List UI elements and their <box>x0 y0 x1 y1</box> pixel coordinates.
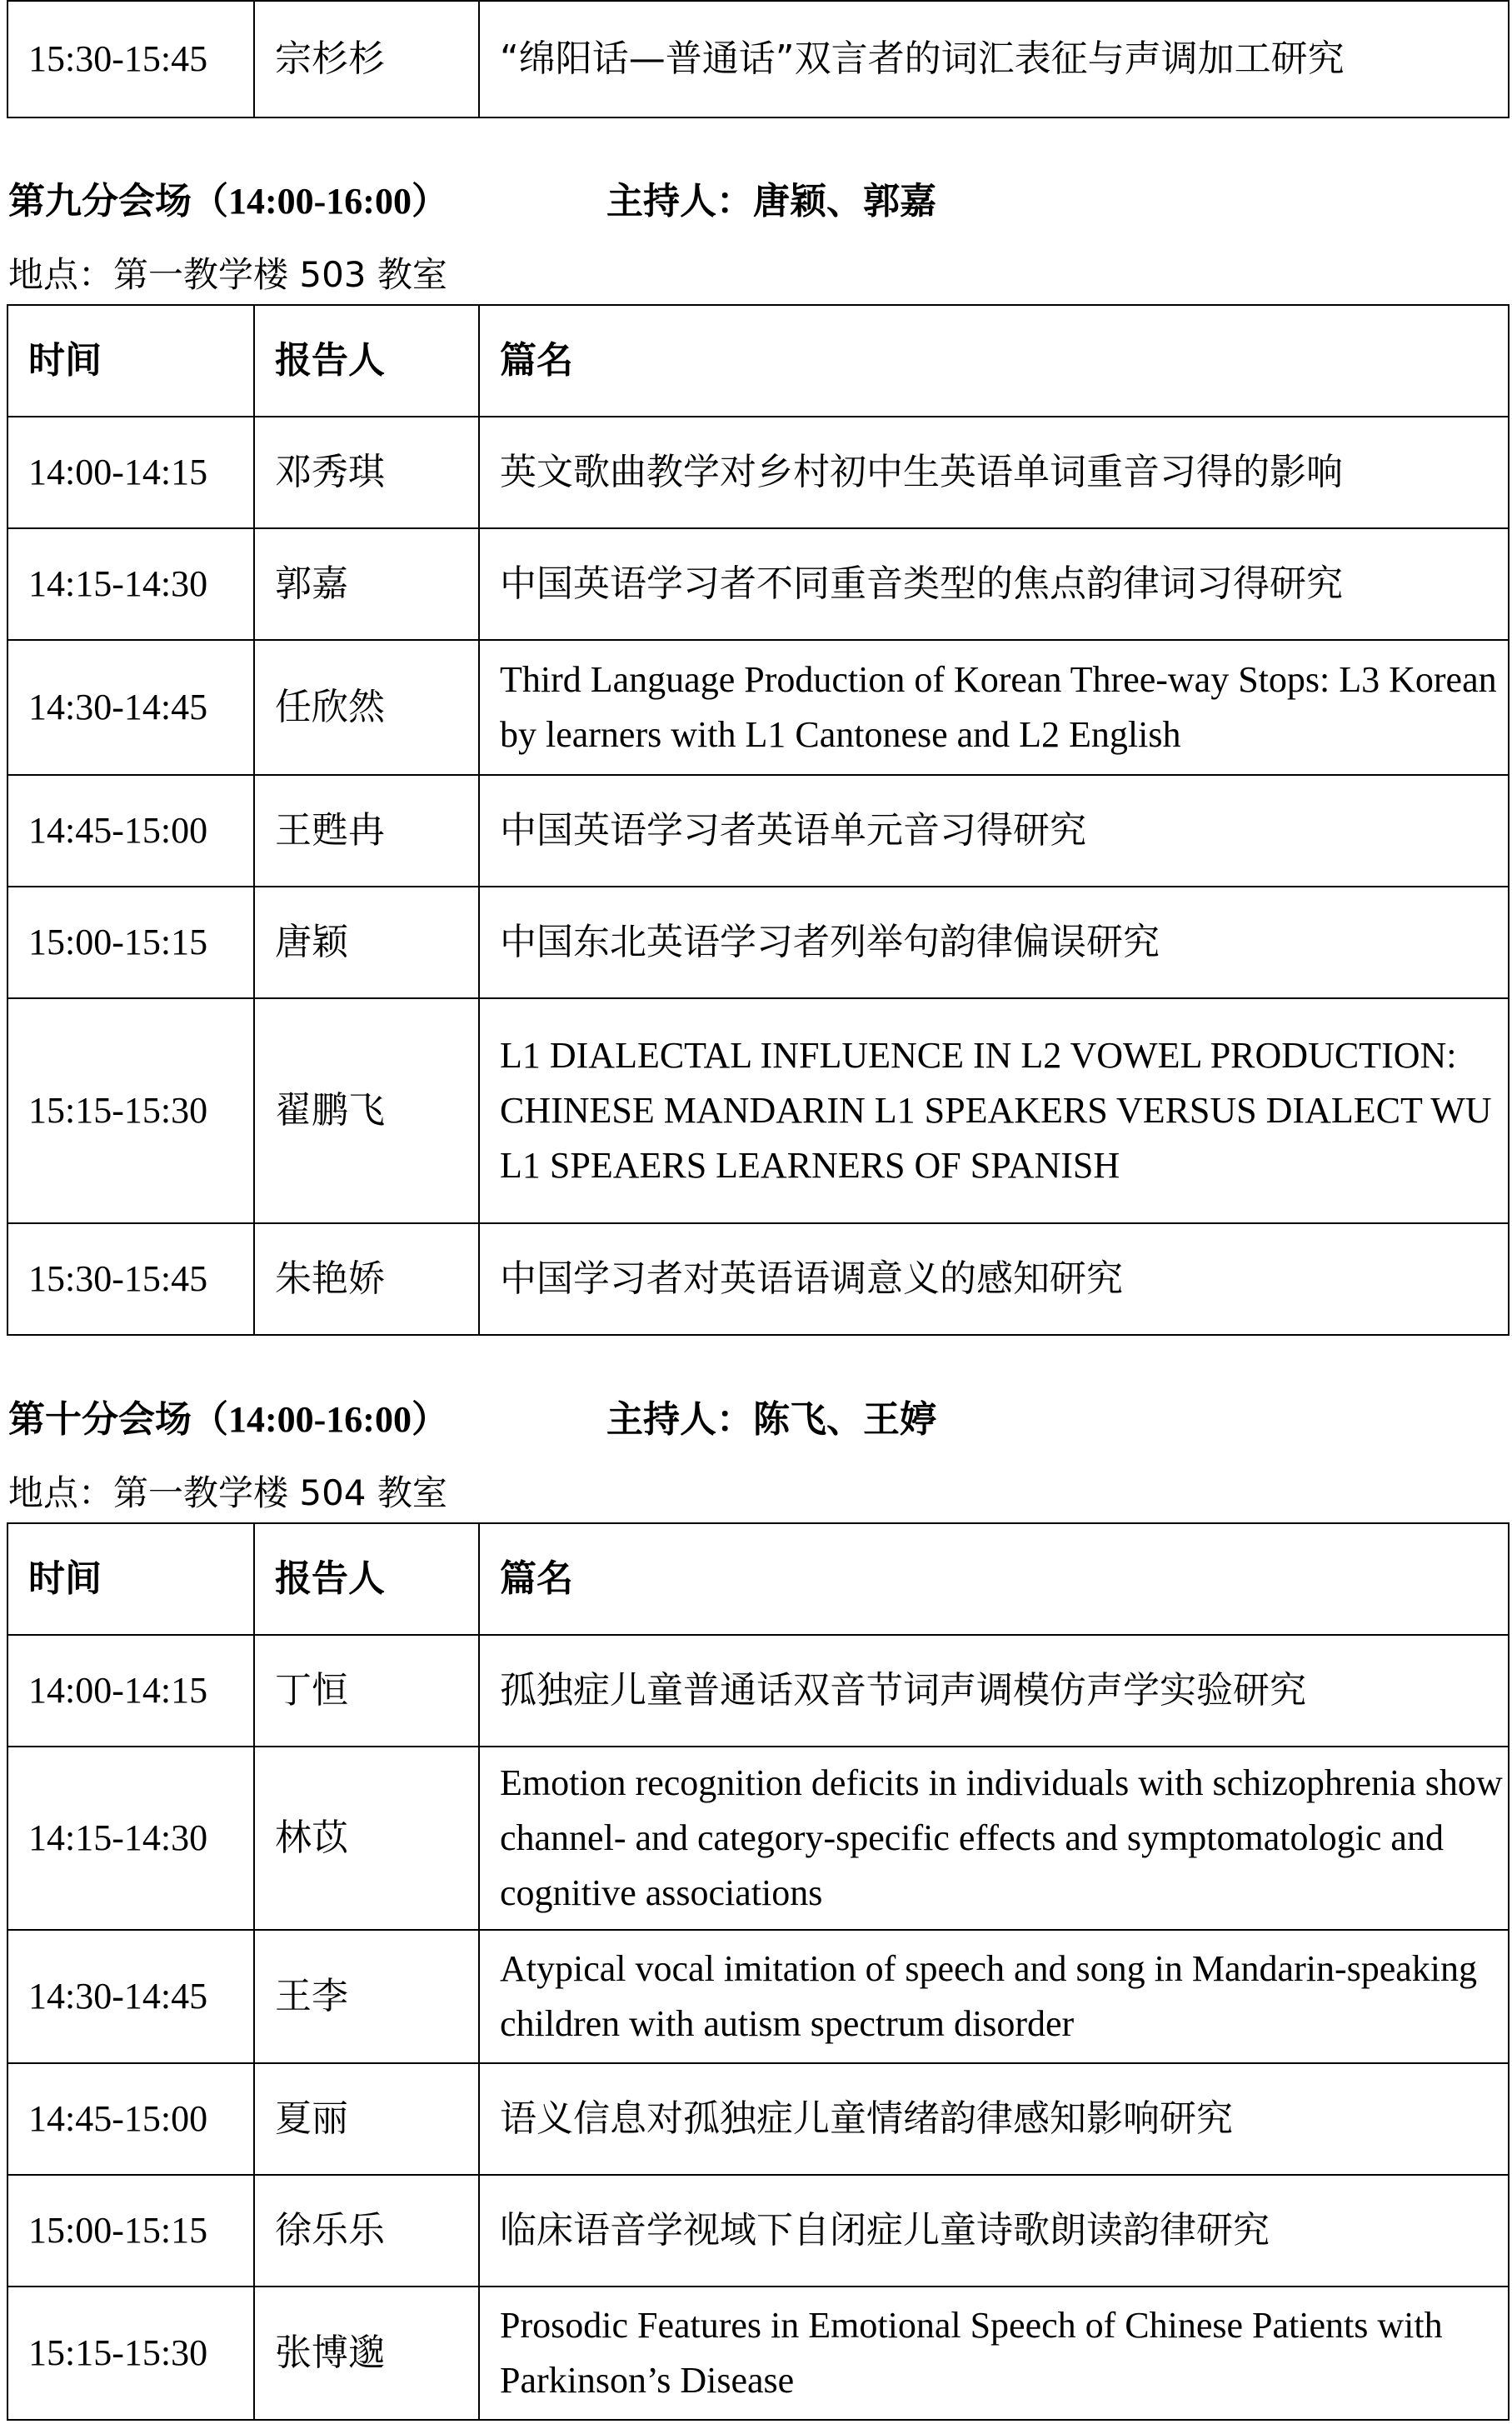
speaker-cell: 翟鹏飞 <box>254 998 479 1223</box>
table-row <box>7 887 1509 998</box>
title-cell: 临床语音学视域下自闭症儿童诗歌朗读韵律研究 <box>479 2175 1509 2287</box>
speaker-cell: 唐颖 <box>254 887 479 998</box>
session9-time: （14:00-16:00） <box>192 181 448 222</box>
time-cell: 14:15-14:30 <box>7 1747 254 1930</box>
speaker-cell: 任欣然 <box>254 640 479 775</box>
title-cell: 中国东北英语学习者列举句韵律偏误研究 <box>479 887 1509 998</box>
table-row <box>7 998 1509 1223</box>
time-cell: 15:00-15:15 <box>7 2175 254 2287</box>
speaker-cell: 徐乐乐 <box>254 2175 479 2287</box>
time-cell: 15:00-15:15 <box>7 887 254 998</box>
session9-table <box>7 304 1510 1336</box>
title-cell: “绵阳话—普通话”双言者的词汇表征与声调加工研究 <box>479 1 1509 117</box>
time-cell: 14:45-15:00 <box>7 775 254 887</box>
session10-time: （14:00-16:00） <box>192 1399 448 1440</box>
session10-title <box>8 1397 448 1443</box>
table-row <box>7 2175 1509 2287</box>
time-cell: 15:15-15:30 <box>7 998 254 1223</box>
speaker-cell: 朱艳娇 <box>254 1223 479 1335</box>
speaker-cell: 郭嘉 <box>254 528 479 640</box>
table-row <box>7 1223 1509 1335</box>
top-schedule-table <box>7 0 1510 118</box>
time-cell: 14:30-14:45 <box>7 1930 254 2063</box>
time-cell: 14:30-14:45 <box>7 640 254 775</box>
table-row <box>7 1747 1509 1930</box>
time-cell: 14:45-15:00 <box>7 2063 254 2175</box>
session9-name: 第九分会场 <box>8 180 192 222</box>
speaker-cell: 王甦冉 <box>254 775 479 887</box>
title-cell: Third Language Production of Korean Three-way Stops: L3 Korean by learners with L1 Cantonese and L2 English <box>479 640 1509 775</box>
speaker-cell: 宗杉杉 <box>254 1 479 117</box>
table-row <box>7 775 1509 887</box>
table-row <box>7 2063 1509 2175</box>
session10-location: 地点：第一教学楼 504 教室 <box>8 1472 447 1513</box>
header-title: 篇名 <box>479 305 1509 417</box>
header-speaker: 报告人 <box>254 1523 479 1635</box>
title-cell: 英文歌曲教学对乡村初中生英语单词重音习得的影响 <box>479 417 1509 528</box>
table-header-row <box>7 305 1509 417</box>
speaker-cell: 张博邈 <box>254 2287 479 2420</box>
table-row <box>7 1930 1509 2063</box>
session9-location: 地点：第一教学楼 503 教室 <box>8 254 447 295</box>
session10-table <box>7 1522 1510 2421</box>
time-cell: 14:15-14:30 <box>7 528 254 640</box>
time-cell: 14:00-14:15 <box>7 417 254 528</box>
table-header-row <box>7 1523 1509 1635</box>
title-cell: Emotion recognition deficits in individuals with schizophrenia show channel- and category-specific effects and symptomatologic and cognitive associations <box>479 1747 1509 1930</box>
title-cell: 语义信息对孤独症儿童情绪韵律感知影响研究 <box>479 2063 1509 2175</box>
speaker-cell: 丁恒 <box>254 1635 479 1747</box>
table-row <box>7 2287 1509 2420</box>
header-time: 时间 <box>7 1523 254 1635</box>
title-cell: 中国英语学习者不同重音类型的焦点韵律词习得研究 <box>479 528 1509 640</box>
header-title: 篇名 <box>479 1523 1509 1635</box>
table-row <box>7 1635 1509 1747</box>
speaker-cell: 林苡 <box>254 1747 479 1930</box>
session10-chair: 主持人：陈飞、王婷 <box>606 1398 936 1441</box>
session10-name: 第十分会场 <box>8 1398 192 1441</box>
title-cell: 中国学习者对英语语调意义的感知研究 <box>479 1223 1509 1335</box>
speaker-cell: 夏丽 <box>254 2063 479 2175</box>
time-cell: 14:00-14:15 <box>7 1635 254 1747</box>
title-cell: Atypical vocal imitation of speech and song in Mandarin-speaking children with autism spectrum disorder <box>479 1930 1509 2063</box>
header-speaker: 报告人 <box>254 305 479 417</box>
speaker-cell: 邓秀琪 <box>254 417 479 528</box>
title-cell: 中国英语学习者英语单元音习得研究 <box>479 775 1509 887</box>
time-cell: 15:30-15:45 <box>7 1223 254 1335</box>
time-cell: 15:30-15:45 <box>7 1 254 117</box>
session9-chair: 主持人：唐颖、郭嘉 <box>606 180 936 222</box>
table-row <box>7 528 1509 640</box>
table-row <box>7 640 1509 775</box>
header-time: 时间 <box>7 305 254 417</box>
title-cell: Prosodic Features in Emotional Speech of Chinese Patients with Parkinson’s Disease <box>479 2287 1509 2420</box>
time-cell: 15:15-15:30 <box>7 2287 254 2420</box>
session9-title <box>8 178 448 225</box>
title-cell: 孤独症儿童普通话双音节词声调模仿声学实验研究 <box>479 1635 1509 1747</box>
speaker-cell: 王李 <box>254 1930 479 2063</box>
table-row <box>7 1 1509 117</box>
table-row <box>7 417 1509 528</box>
title-cell: L1 DIALECTAL INFLUENCE IN L2 VOWEL PRODUCTION: CHINESE MANDARIN L1 SPEAKERS VERSUS DIALECT WU L1 SPEAERS LEARNERS OF SPANISH <box>479 998 1509 1223</box>
